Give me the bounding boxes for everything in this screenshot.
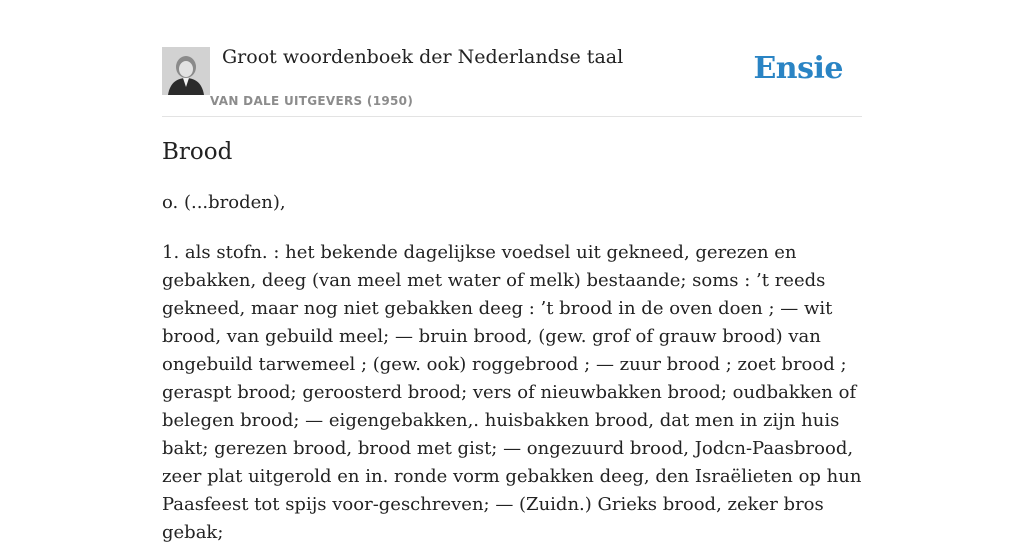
author-portrait-icon — [162, 47, 210, 95]
header — [162, 0, 862, 117]
entry-grammar: o. (...broden), — [162, 192, 286, 213]
author-avatar[interactable] — [162, 47, 210, 95]
ensie-logo-link[interactable]: Ensie — [753, 51, 843, 86]
entry-definition: 1. als stofn. : het bekende dagelijkse voedsel uit gekneed, gerezen en gebakken, deeg (van meel met water of melk) bestaande; soms : ’t reeds gekneed, maar nog niet gebakken deeg : ’t brood in de oven doen ; — wit brood, van gebuild meel; — bruin brood, (gew. grof of grauw brood) van ongebuild tarwemeel ; (gew. ook) roggebrood ; — zuur brood ; zoet brood ; geraspt brood; geroosterd brood; vers of nieuwbakken brood; oudbakken of belegen brood; — eigengebakken,. huisbakken brood, dat men in zijn huis bakt; gerezen brood, brood met gist; — ongezuurd brood, Jodcn-Paasbrood, zeer plat uitgerold en in. ronde vorm gebakken deeg, den Israëlieten op hun Paasfeest tot spijs voor-geschreven; — (Zuidn.) Grieks brood, zeker bros gebak; — [162, 242, 862, 543]
publisher-label: VAN DALE UITGEVERS (1950) — [210, 94, 414, 108]
book-title[interactable]: Groot woordenboek der Nederlandse taal — [222, 46, 624, 68]
entry-title: Brood — [162, 139, 233, 165]
